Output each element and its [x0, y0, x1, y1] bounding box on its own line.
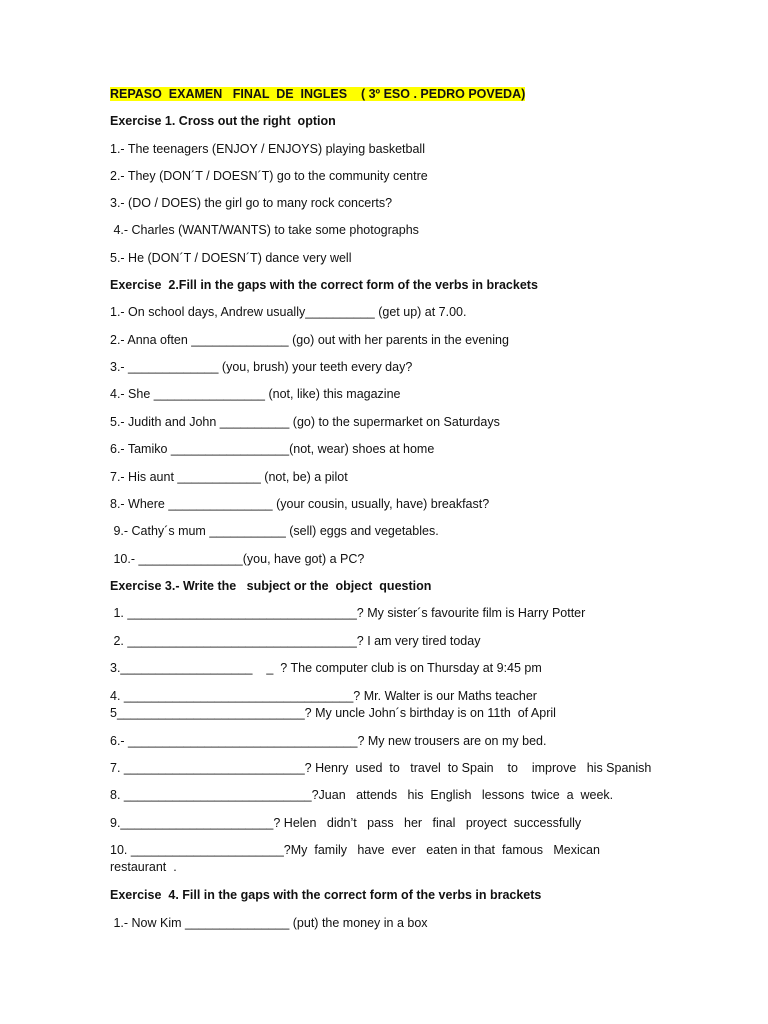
exercise-3-item: restaurant . [110, 860, 177, 874]
exercise-4-heading: Exercise 4. Fill in the gaps with the correct form of the verbs in brackets [110, 888, 542, 902]
exercise-1-item: 1.- The teenagers (ENJOY / ENJOYS) playing basketball [110, 142, 425, 156]
exercise-3-item: 6.- _________________________________? My new trousers are on my bed. [110, 734, 547, 748]
worksheet-title: REPASO EXAMEN FINAL DE INGLES ( 3º ESO . PEDRO POVEDA) [110, 87, 526, 101]
exercise-3-item: 1. _________________________________? My sister´s favourite film is Harry Potter [110, 606, 586, 620]
exercise-2-item: 8.- Where _______________ (your cousin, usually, have) breakfast? [110, 497, 490, 511]
exercise-2-item: 4.- She ________________ (not, like) this magazine [110, 387, 401, 401]
exercise-2-item: 2.- Anna often ______________ (go) out with her parents in the evening [110, 333, 509, 347]
exercise-3-item: 5___________________________? My uncle John´s birthday is on 11th of April [110, 706, 556, 720]
exercise-3-item: 10. ______________________?My family have ever eaten in that famous Mexican [110, 843, 600, 857]
exercise-2-item: 6.- Tamiko _________________(not, wear) shoes at home [110, 442, 435, 456]
exercise-1-item: 3.- (DO / DOES) the girl go to many rock concerts? [110, 196, 393, 210]
exercise-2-item: 1.- On school days, Andrew usually__________ (get up) at 7.00. [110, 305, 467, 319]
exercise-2-item: 5.- Judith and John __________ (go) to the supermarket on Saturdays [110, 415, 500, 429]
exercise-1-item: 5.- He (DON´T / DOESN´T) dance very well [110, 251, 352, 265]
exercise-3-heading: Exercise 3.- Write the subject or the object question [110, 579, 432, 593]
exercise-1-item: 2.- They (DON´T / DOESN´T) go to the community centre [110, 169, 428, 183]
exercise-3-item: 4. _________________________________? Mr. Walter is our Maths teacher [110, 689, 537, 703]
exercise-3-item: 2. _________________________________? I am very tired today [110, 634, 481, 648]
exercise-3-item: 8. ___________________________?Juan attends his English lessons twice a week. [110, 788, 614, 802]
exercise-2-item: 3.- _____________ (you, brush) your teeth every day? [110, 360, 413, 374]
exercise-1-item: 4.- Charles (WANT/WANTS) to take some photographs [110, 223, 419, 237]
exercise-4-item: 1.- Now Kim _______________ (put) the money in a box [110, 916, 428, 930]
exercise-3-item: 3.___________________ _ ? The computer club is on Thursday at 9:45 pm [110, 661, 542, 675]
exercise-3-item: 9.______________________? Helen didn’t pass her final proyect successfully [110, 816, 582, 830]
exercise-2-item: 7.- His aunt ____________ (not, be) a pilot [110, 470, 348, 484]
exercise-1-heading: Exercise 1. Cross out the right option [110, 114, 336, 128]
exercise-3-item: 7. __________________________? Henry used to travel to Spain to improve his Spanish [110, 761, 652, 775]
exercise-2-item: 9.- Cathy´s mum ___________ (sell) eggs and vegetables. [110, 524, 439, 538]
exercise-2-item: 10.- _______________(you, have got) a PC? [110, 552, 365, 566]
exercise-2-heading: Exercise 2.Fill in the gaps with the correct form of the verbs in brackets [110, 278, 538, 292]
